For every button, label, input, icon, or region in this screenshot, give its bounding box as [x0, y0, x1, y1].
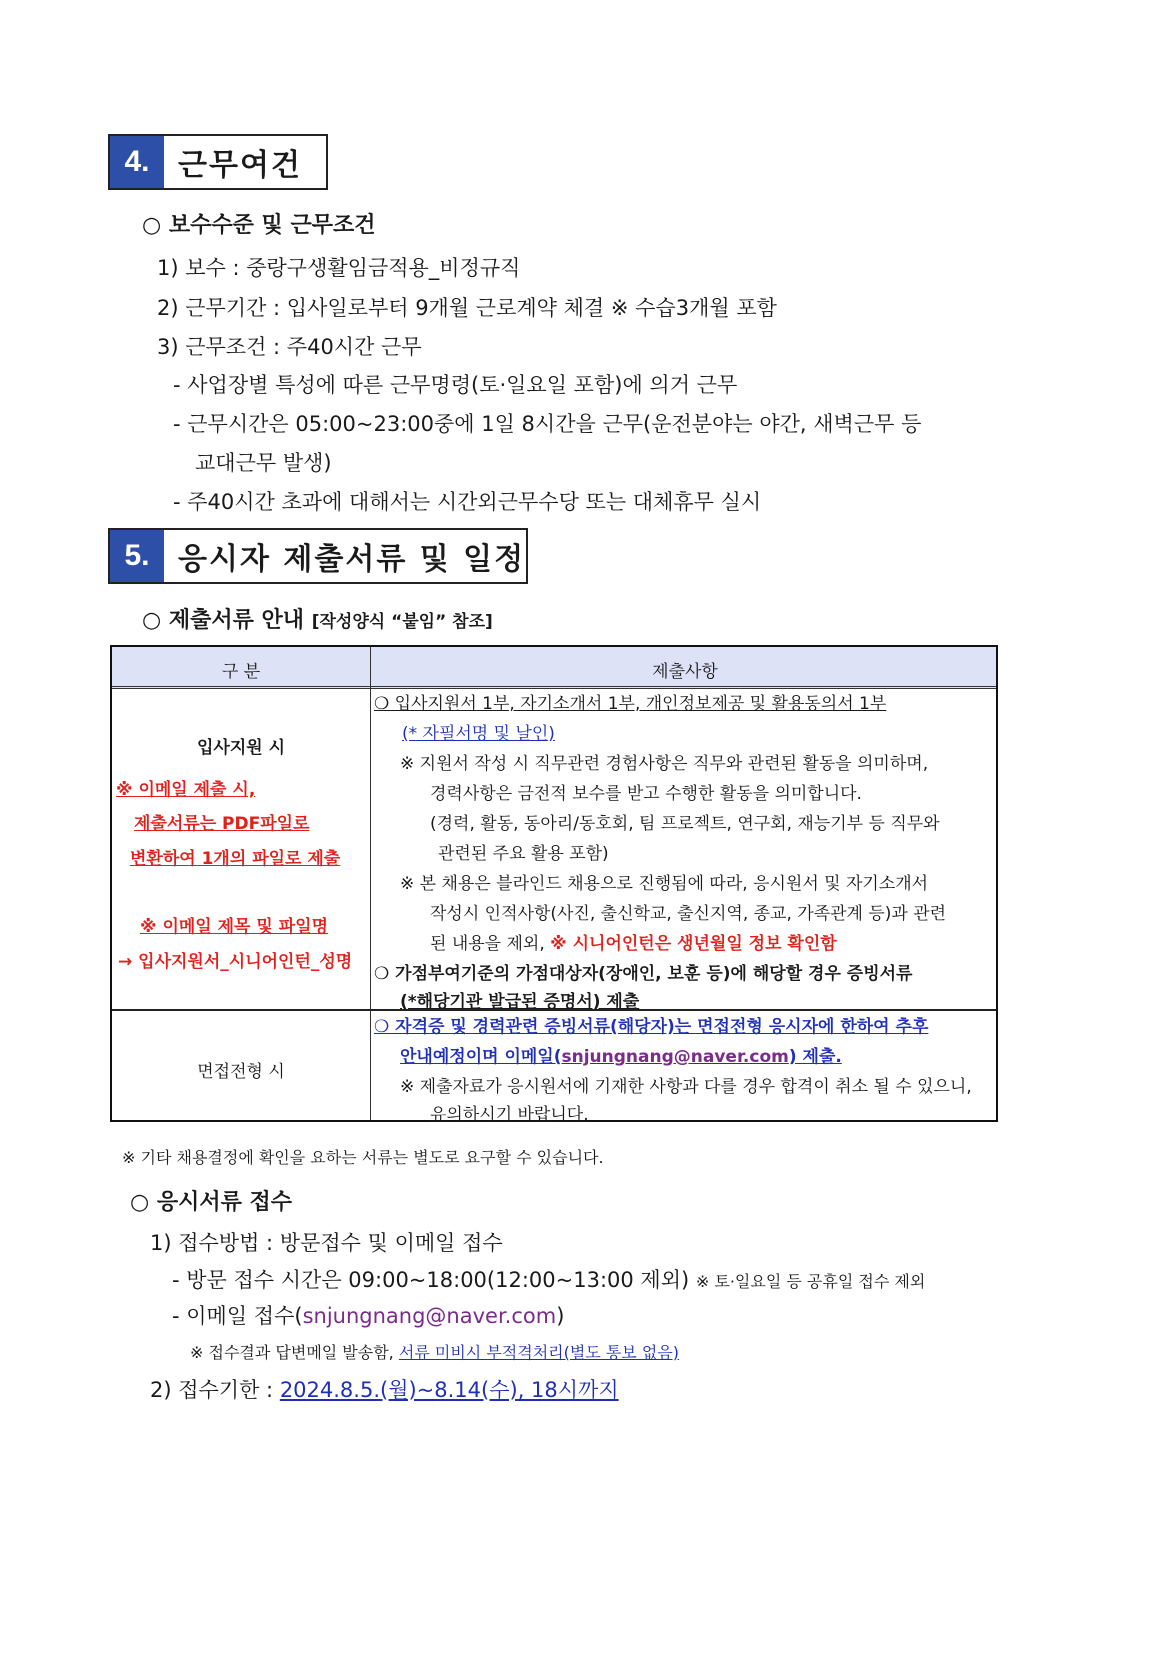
visit-time: - 방문 접수 시간은 09:00~18:00(12:00~13:00 제외) ※ 토·일요일 등 공휴일 접수 제외 — [172, 1268, 926, 1292]
circle-bullet-icon: ○ — [142, 213, 169, 238]
header-content: 제출사항 — [652, 662, 718, 682]
circle-bullet-icon: ○ — [142, 608, 169, 633]
section-title: 응시자 제출서류 및 일정 — [178, 542, 526, 577]
content-line: (경력, 활동, 동아리/동호회, 팀 프로젝트, 연구회, 재능기부 등 직무와 — [430, 814, 940, 834]
content-line: (*해당기관 발급된 증명서) 제출 — [400, 992, 640, 1012]
content-line: ❍ 입사지원서 1부, 자기소개서 1부, 개인정보제공 및 활용동의서 1부 — [374, 694, 887, 714]
content-line: 작성시 인적사항(사진, 출신학교, 출신지역, 종교, 가족관계 등)과 관련 — [430, 904, 947, 924]
email-receipt: - 이메일 접수(snjungnang@naver.com) — [172, 1304, 565, 1328]
condition-sub-1: - 사업장별 특성에 따른 근무명령(토·일요일 포함)에 의거 근무 — [173, 373, 738, 397]
disqualification-note: 서류 미비시 부적격처리(별도 통보 없음) — [398, 1343, 679, 1362]
content-line: 유의하시기 바랍니다. — [430, 1105, 589, 1125]
category-note: ※ 이메일 제출 시, — [116, 780, 256, 800]
section-number: 5. — [110, 530, 164, 582]
content-line: 경력사항은 금전적 보수를 받고 수행한 활동을 의미합니다. — [430, 784, 862, 804]
documents-table — [110, 645, 998, 1125]
receipt-method: 1) 접수방법 : 방문접수 및 이메일 접수 — [150, 1231, 503, 1255]
category-note: 변환하여 1개의 파일로 제출 — [130, 849, 341, 869]
table-note: ※ 기타 채용결정에 확인을 요하는 서류는 별도로 요구할 수 있습니다. — [122, 1148, 604, 1167]
section-4-header — [108, 134, 328, 190]
content-line: 관련된 주요 활용 포함) — [438, 844, 609, 864]
deadline-value: 2024.8.5.(월)~8.14(수), 18시까지 — [279, 1378, 619, 1402]
pay-conditions-heading: ○ 보수수준 및 근무조건 — [142, 213, 376, 238]
section-title: 근무여건 — [178, 148, 302, 183]
visit-note: ※ 토·일요일 등 공휴일 접수 제외 — [695, 1272, 926, 1291]
condition-sub-3: - 주40시간 초과에 대해서는 시간외근무수당 또는 대체휴무 실시 — [173, 490, 762, 514]
reply-note: ※ 접수결과 답변메일 발송함, 서류 미비시 부적격처리(별도 통보 없음) — [190, 1343, 679, 1362]
category-note: ※ 이메일 제목 및 파일명 — [140, 917, 328, 937]
conditions-item: 3) 근무조건 : 주40시간 근무 — [157, 335, 422, 359]
content-line: ❍ 가점부여기준의 가점대상자(장애인, 보훈 등)에 해당할 경우 증빙서류 — [374, 964, 913, 984]
period-item: 2) 근무기간 : 입사일로부터 9개월 근로계약 체결 ※ 수습3개월 포함 — [157, 296, 777, 320]
condition-sub-2-cont: 교대근무 발생) — [195, 451, 332, 475]
content-line: 안내예정이며 이메일(snjungnang@naver.com) 제출. — [400, 1047, 842, 1067]
docs-heading: ○ 제출서류 안내 [작성양식 “붙임” 참조] — [142, 608, 493, 633]
section-5-header — [108, 528, 528, 584]
email-link[interactable]: snjungnang@naver.com — [302, 1304, 557, 1328]
header-category: 구 분 — [221, 662, 261, 682]
senior-intern-note: ※ 시니어인턴은 생년월일 정보 확인함 — [550, 934, 837, 954]
content-line: 된 내용을 제외, ※ 시니어인턴은 생년월일 정보 확인함 — [430, 934, 837, 954]
pay-item: 1) 보수 : 중랑구생활임금적용_비정규직 — [157, 256, 521, 280]
content-line: ※ 본 채용은 블라인드 채용으로 진행됨에 따라, 응시원서 및 자기소개서 — [400, 874, 929, 894]
circle-bullet-icon: ○ — [130, 1190, 157, 1215]
section-number: 4. — [110, 136, 164, 188]
filename-rule: → 입사지원서_시니어인턴_성명 — [118, 952, 353, 972]
content-line: ❍ 자격증 및 경력관련 증빙서류(해당자)는 면접전형 응시자에 한하여 추후 — [374, 1017, 929, 1037]
email-link[interactable]: snjungnang@naver.com — [561, 1047, 789, 1067]
category-interview: 면접전형 시 — [197, 1062, 285, 1082]
category-note: 제출서류는 PDF파일로 — [134, 814, 310, 834]
receipt-heading: ○ 응시서류 접수 — [130, 1190, 293, 1215]
content-line: ※ 지원서 작성 시 직무관련 경험사항은 직무와 관련된 활동을 의미하며, — [400, 754, 929, 774]
condition-sub-2: - 근무시간은 05:00~23:00중에 1일 8시간을 근무(운전분야는 야간, 새벽근무 등 — [173, 412, 922, 436]
deadline: 2) 접수기한 : 2024.8.5.(월)~8.14(수), 18시까지 — [150, 1378, 619, 1402]
column-divider — [370, 647, 371, 1120]
content-line: ※ 제출자료가 응시원서에 기재한 사항과 다를 경우 합격이 취소 될 수 있으니, — [400, 1077, 972, 1097]
content-line: (* 자필서명 및 날인) — [402, 724, 555, 744]
category-apply: 입사지원 시 — [196, 738, 286, 758]
